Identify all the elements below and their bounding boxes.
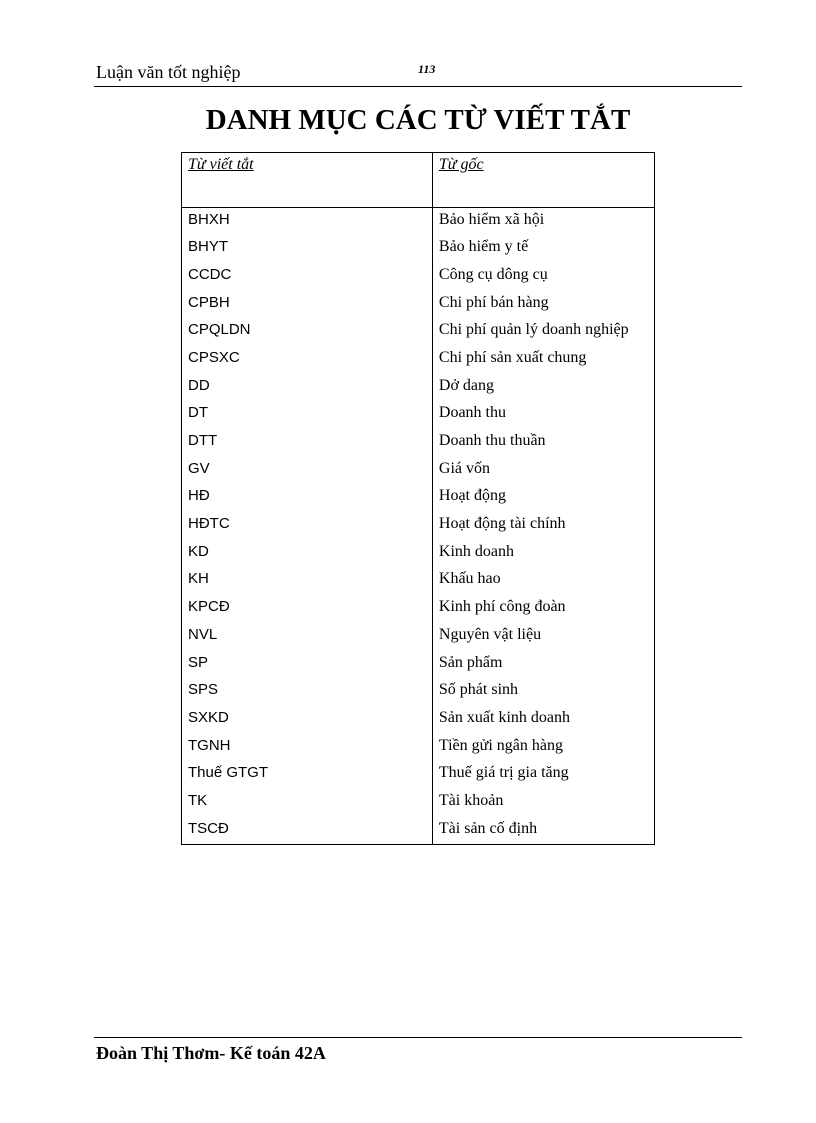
full-term-cell: Bảo hiểm y tế — [432, 235, 654, 263]
table-row — [182, 457, 655, 485]
full-term-cell: Sản xuất kinh doanh — [432, 706, 654, 734]
abbreviation-cell: KD — [182, 540, 433, 568]
column-header-abbreviation: Từ viết tắt — [182, 153, 433, 208]
column-header-full-term: Từ gốc — [432, 153, 654, 208]
abbreviation-cell: TGNH — [182, 734, 433, 762]
page-number: 113 — [418, 62, 436, 76]
table-row — [182, 595, 655, 623]
full-term-cell: Thuế giá trị gia tăng — [432, 761, 654, 789]
full-term-cell: Tài khoản — [432, 789, 654, 817]
table-row — [182, 346, 655, 374]
full-term-cell: Hoạt động tài chính — [432, 512, 654, 540]
abbreviation-cell: KH — [182, 567, 433, 595]
page-title: DANH MỤC CÁC TỪ VIẾT TẮT — [205, 104, 631, 136]
table-row — [182, 678, 655, 706]
abbreviation-cell: BHXH — [182, 208, 433, 236]
abbreviation-cell: SPS — [182, 678, 433, 706]
full-term-cell: Kinh doanh — [432, 540, 654, 568]
table-row — [182, 540, 655, 568]
full-term-cell: Công cụ dông cụ — [432, 263, 654, 291]
full-term-cell: Tiền gửi ngân hàng — [432, 734, 654, 762]
full-term-cell: Chi phí bán hàng — [432, 291, 654, 319]
full-term-cell: Doanh thu — [432, 401, 654, 429]
table-row — [182, 734, 655, 762]
abbreviation-cell: DTT — [182, 429, 433, 457]
table-row — [182, 789, 655, 817]
table-row — [182, 429, 655, 457]
footer-divider — [94, 1037, 742, 1038]
abbreviation-cell: CPBH — [182, 291, 433, 319]
abbreviation-cell: TSCĐ — [182, 817, 433, 845]
abbreviation-table — [181, 152, 655, 845]
full-term-cell: Sản phẩm — [432, 651, 654, 679]
table-row — [182, 263, 655, 291]
full-term-cell: Số phát sinh — [432, 678, 654, 706]
abbreviation-cell: SP — [182, 651, 433, 679]
table-row — [182, 651, 655, 679]
full-term-cell: Tài sản cố định — [432, 817, 654, 845]
table-header-row — [182, 153, 655, 208]
full-term-cell: Dở dang — [432, 374, 654, 402]
table-row — [182, 567, 655, 595]
abbreviation-cell: CCDC — [182, 263, 433, 291]
abbreviation-cell: GV — [182, 457, 433, 485]
table-row — [182, 235, 655, 263]
table-row — [182, 817, 655, 845]
full-term-cell: Hoạt động — [432, 484, 654, 512]
header-divider — [94, 86, 742, 87]
table-row — [182, 484, 655, 512]
abbreviation-cell: NVL — [182, 623, 433, 651]
full-term-cell: Kinh phí công đoàn — [432, 595, 654, 623]
abbreviation-table-body — [182, 153, 655, 845]
full-term-cell: Chi phí quản lý doanh nghiệp — [432, 318, 654, 346]
footer-author: Đoàn Thị Thơm- Kế toán 42A — [96, 1043, 326, 1063]
abbreviation-cell: SXKD — [182, 706, 433, 734]
abbreviation-cell: CPSXC — [182, 346, 433, 374]
table-row — [182, 291, 655, 319]
table-row — [182, 761, 655, 789]
abbreviation-cell: HĐTC — [182, 512, 433, 540]
table-row — [182, 318, 655, 346]
full-term-cell: Doanh thu thuần — [432, 429, 654, 457]
abbreviation-cell: BHYT — [182, 235, 433, 263]
abbreviation-cell: DT — [182, 401, 433, 429]
table-row — [182, 208, 655, 236]
full-term-cell: Chi phí sản xuất chung — [432, 346, 654, 374]
full-term-cell: Bảo hiểm xã hội — [432, 208, 654, 236]
header-title: Luận văn tốt nghiệp — [96, 62, 241, 82]
table-row — [182, 623, 655, 651]
abbreviation-cell: TK — [182, 789, 433, 817]
full-term-cell: Nguyên vật liệu — [432, 623, 654, 651]
abbreviation-cell: DD — [182, 374, 433, 402]
table-row — [182, 512, 655, 540]
table-row — [182, 401, 655, 429]
abbreviation-cell: HĐ — [182, 484, 433, 512]
table-row — [182, 706, 655, 734]
table-row — [182, 374, 655, 402]
full-term-cell: Khấu hao — [432, 567, 654, 595]
abbreviation-cell: Thuế GTGT — [182, 761, 433, 789]
full-term-cell: Giá vốn — [432, 457, 654, 485]
abbreviation-cell: KPCĐ — [182, 595, 433, 623]
abbreviation-cell: CPQLDN — [182, 318, 433, 346]
